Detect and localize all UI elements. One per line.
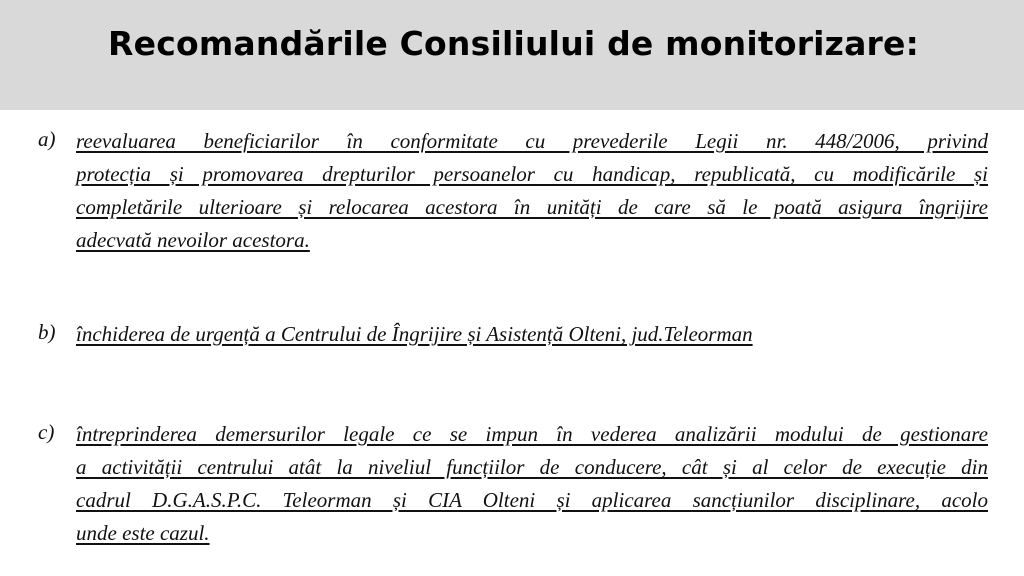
text-line: închiderea de urgență a Centrului de Îngrijire și Asistență Olteni, jud.Teleorman xyxy=(76,322,753,346)
title-banner xyxy=(0,0,1024,110)
page-title: Recomandările Consiliului de monitorizare: xyxy=(108,24,920,63)
item-marker: a) xyxy=(38,127,56,151)
text-line: a activității centrului atât la niveliul funcțiilor de conducere, cât și al celor de execuție din xyxy=(76,455,988,479)
text-line: cadrul D.G.A.S.P.C. Teleorman și CIA Olteni și aplicarea sancțiunilor disciplinare, acolo xyxy=(76,488,988,512)
text-line: reevaluarea beneficiarilor în conformitate cu prevederile Legii nr. 448/2006, privind xyxy=(76,129,988,153)
item-text xyxy=(76,320,988,353)
text-line: completările ulterioare și relocarea acestora în unități de care să le poată asigura îngrijire xyxy=(76,195,988,219)
text-line: unde este cazul. xyxy=(76,521,210,545)
text-line: întreprinderea demersurilor legale ce se impun în vederea analizării modului de gestionare xyxy=(76,422,988,446)
item-text xyxy=(76,420,988,552)
text-line: protecția și promovarea drepturilor persoanelor cu handicap, republicată, cu modificările și xyxy=(76,162,988,186)
item-marker: b) xyxy=(38,320,56,344)
text-line: adecvată nevoilor acestora. xyxy=(76,228,310,252)
scanned-document xyxy=(0,110,1024,576)
item-text xyxy=(76,127,988,259)
item-marker: c) xyxy=(38,420,55,444)
